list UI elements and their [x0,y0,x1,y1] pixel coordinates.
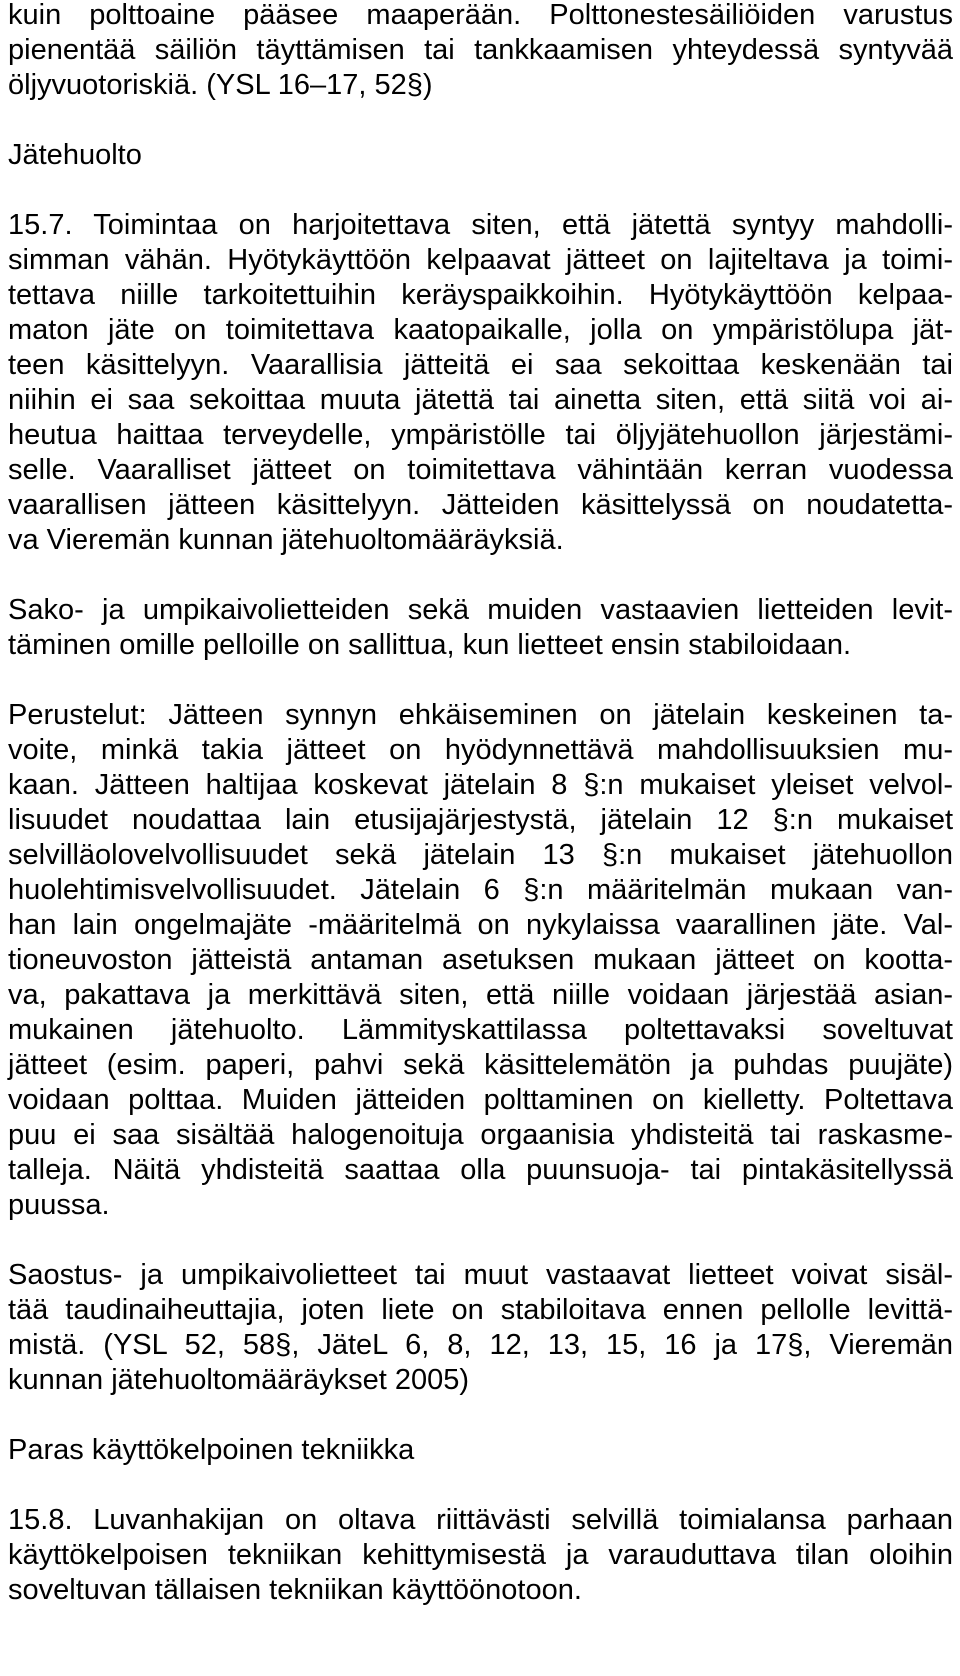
paragraph-gap [8,1468,953,1503]
text-line: tettava niille tarkoitettuihin keräyspaikkoihin. Hyötykäyttöön kelpaa- [8,279,953,311]
text-line: puu ei saa sisältää halogenoituja orgaanisia yhdisteitä tai raskasme- [8,1119,953,1151]
text-line: voidaan polttaa. Muiden jätteiden polttaminen on kielletty. Poltettava [8,1084,953,1116]
text-line: kuin polttoaine pääsee maaperään. Polttonestesäiliöiden varustus [8,0,953,31]
text-line: simman vähän. Hyötykäyttöön kelpaavat jätteet on lajiteltava ja toimi- [8,244,953,276]
text-line: Saostus- ja umpikaivolietteet tai muut vastaavat lietteet voivat sisäl- [8,1259,953,1291]
text-line: selle. Vaaralliset jätteet on toimitettava vähintään kerran vuodessa [8,454,953,486]
text-line: teen käsittelyyn. Vaarallisia jätteitä ei saa sekoittaa keskenään tai [8,349,953,381]
text-line: 15.7. Toimintaa on harjoitettava siten, että jätettä syntyy mahdolli- [8,209,953,241]
paragraph-perustelut [8,698,953,1223]
paragraph-gap [8,1223,953,1258]
text-line: niihin ei saa sekoittaa muuta jätettä tai ainetta siten, että siitä voi ai- [8,384,953,416]
text-line: puussa. [8,1189,110,1221]
text-line: selvilläolovelvollisuudet sekä jätelain 13 §:n mukaiset jätehuollon [8,839,953,871]
document-page [8,0,953,1608]
paragraph-gap [8,173,953,208]
text-line: Perustelut: Jätteen synnyn ehkäiseminen on jätelain keskeinen ta- [8,699,953,731]
heading-jatehuolto [8,138,953,173]
paragraph-gap [8,1398,953,1433]
text-line: jätteet (esim. paperi, pahvi sekä käsittelemätön ja puhdas puujäte) [8,1049,953,1081]
paragraph-15-8 [8,1503,953,1608]
text-line: Sako- ja umpikaivolietteiden sekä muiden vastaavien lietteiden levit- [8,594,953,626]
text-line: maton jäte on toimitettava kaatopaikalle, jolla on ympäristölupa jät- [8,314,953,346]
text-line: kunnan jätehuoltomääräykset 2005) [8,1364,470,1396]
text-line: tää taudinaiheuttajia, joten liete on stabiloitava ennen pellolle levittä- [8,1294,953,1326]
text-line: huolehtimisvelvollisuudet. Jätelain 6 §:n määritelmän mukaan van- [8,874,953,906]
paragraph-gap [8,663,953,698]
text-line: kaan. Jätteen haltijaa koskevat jätelain 8 §:n mukaiset yleiset velvol- [8,769,953,801]
text-line: heutua haittaa terveydelle, ympäristölle tai öljyjätehuollon järjestämi- [8,419,953,451]
paragraph-polttoaine [8,0,953,103]
heading-paras-tekniikka [8,1433,953,1468]
text-line: pienentää säiliön täyttämisen tai tankkaamisen yhteydessä syntyvää [8,34,953,66]
text-line: tioneuvoston jätteistä antaman asetuksen mukaan jätteet on koottа- [8,944,953,976]
text-line: va Vieremän kunnan jätehuoltomääräyksiä. [8,524,564,556]
paragraph-gap [8,103,953,138]
paragraph-15-7 [8,208,953,558]
text-line: öljyvuotoriskiä. (YSL 16–17, 52§) [8,69,433,101]
section-heading: Paras käyttökelpoinen tekniikka [8,1434,415,1466]
paragraph-gap [8,558,953,593]
paragraph-lietteet [8,593,953,663]
text-line: käyttökelpoisen tekniikan kehittymisestä ja varauduttava tilan oloihin [8,1539,953,1571]
text-line: talleja. Näitä yhdisteitä saattaa olla puunsuoja- tai pintakäsitellyssä [8,1154,953,1186]
text-line: voite, minkä takia jätteet on hyödynnettävä mahdollisuuksien mu- [8,734,953,766]
text-line: 15.8. Luvanhakijan on oltava riittävästi selvillä toimialansa parhaan [8,1504,953,1536]
text-line: mukainen jätehuolto. Lämmityskattilassa poltettavaksi soveltuvat [8,1014,953,1046]
text-line: va, pakattava ja merkittävä siten, että niille voidaan järjestää asian- [8,979,953,1011]
text-line: soveltuvan tällaisen tekniikan käyttöönotoon. [8,1574,582,1606]
text-line: lisuudet noudattaa lain etusijajärjestystä, jätelain 12 §:n mukaiset [8,804,953,836]
section-heading: Jätehuolto [8,139,142,171]
paragraph-saostus [8,1258,953,1398]
text-line: mistä. (YSL 52, 58§, JäteL 6, 8, 12, 13, 15, 16 ja 17§, Vieremän [8,1329,953,1361]
text-line: han lain ongelmajäte -määritelmä on nykylaissa vaarallinen jäte. Val- [8,909,953,941]
text-line: vaarallisen jätteen käsittelyyn. Jätteiden käsittelyssä on noudatetta- [8,489,953,521]
text-line: täminen omille pelloille on sallittua, kun lietteet ensin stabiloidaan. [8,629,852,661]
